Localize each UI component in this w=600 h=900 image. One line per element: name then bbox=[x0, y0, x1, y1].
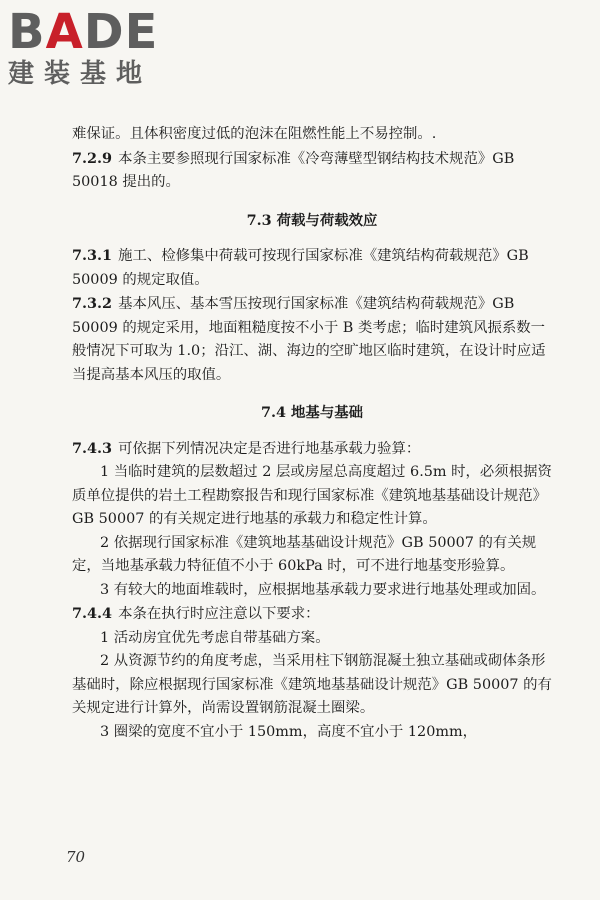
clause-text: 施工、检修集中荷载可按现行国家标准《建筑结构荷载规范》GB 50009 的规定取值。 bbox=[72, 248, 529, 288]
clause-number: 7.4.3 bbox=[72, 439, 113, 457]
bade-logo bbox=[8, 6, 178, 90]
list-item-3: 3 有较大的地面堆载时，应根据地基承载力要求进行地基处理或加固。 bbox=[100, 581, 546, 598]
clause-text: 可依据下列情况决定是否进行地基承载力验算： bbox=[118, 440, 421, 457]
clause-7-4-4 bbox=[72, 602, 552, 627]
clause-text: 本条在执行时应注意以下要求： bbox=[118, 606, 320, 622]
section-heading-7-4: 7.4 地基与基础 bbox=[261, 404, 363, 421]
clause-text: 基本风压、基本雪压按现行国家标准《建筑结构荷载规范》GB 50009 的规定采用，地面粗糙度按不小于 B 类考虑；临时建筑风振系数一般情况下可取为 1.0；沿江、湖、海边的空旷地区临时建筑，在设计时应适当提高基本风压的取值。 bbox=[72, 296, 546, 383]
clause-number: 7.2.9 bbox=[72, 149, 113, 167]
clause-7-3-2 bbox=[72, 292, 552, 387]
list-item-1: 1 当临时建筑的层数超过 2 层或房屋总高度超过 6.5m 时，必须根据资质单位提供的岩土工程勘察报告和现行国家标准《建筑地基基础设计规范》GB 50007 的有关规定进行地基的承载力和稳定性计算。 bbox=[72, 464, 552, 527]
list-item-2: 2 从资源节约的角度考虑，当采用柱下钢筋混凝土独立基础或砌体条形基础时，除应根据现行国家标准《建筑地基基础设计规范》GB 50007 的有关规定进行计算外，尚需设置钢筋混凝土圈梁。 bbox=[72, 653, 552, 716]
list-item-2: 2 依据现行国家标准《建筑地基基础设计规范》GB 50007 的有关规定，当地基承载力特征值不小于 60kPa 时，可不进行地基变形验算。 bbox=[72, 534, 537, 574]
clause-number: 7.3.1 bbox=[72, 247, 113, 264]
clause-text: 本条主要参照现行国家标准《冷弯薄壁型钢结构技术规范》GB 50018 提出的。 bbox=[72, 150, 515, 190]
logo-letters-prefix: B bbox=[8, 4, 46, 60]
clause-number: 7.4.4 bbox=[72, 605, 113, 622]
clause-7-3-1 bbox=[72, 244, 552, 292]
logo-subtitle: 建装基地 bbox=[8, 59, 153, 89]
page-number: 70 bbox=[66, 848, 86, 866]
list-item-3: 3 圈梁的宽度不宜小于 150mm，高度不宜小于 120mm， bbox=[100, 723, 478, 740]
document-body bbox=[72, 123, 552, 744]
logo-letters-suffix: DE bbox=[83, 4, 159, 60]
paragraph-continuation: 难保证。且体积密度过低的泡沫在阻燃性能上不易控制。. bbox=[72, 126, 437, 142]
clause-number: 7.3.2 bbox=[72, 295, 113, 312]
clause-7-2-9 bbox=[72, 147, 552, 195]
logo-letter-accent: A bbox=[45, 4, 84, 60]
logo-wordmark bbox=[8, 6, 178, 58]
clause-7-4-3 bbox=[72, 437, 552, 462]
list-item-1: 1 活动房宜优先考虑自带基础方案。 bbox=[100, 629, 330, 646]
section-heading-7-3: 7.3 荷载与荷载效应 bbox=[246, 211, 378, 229]
